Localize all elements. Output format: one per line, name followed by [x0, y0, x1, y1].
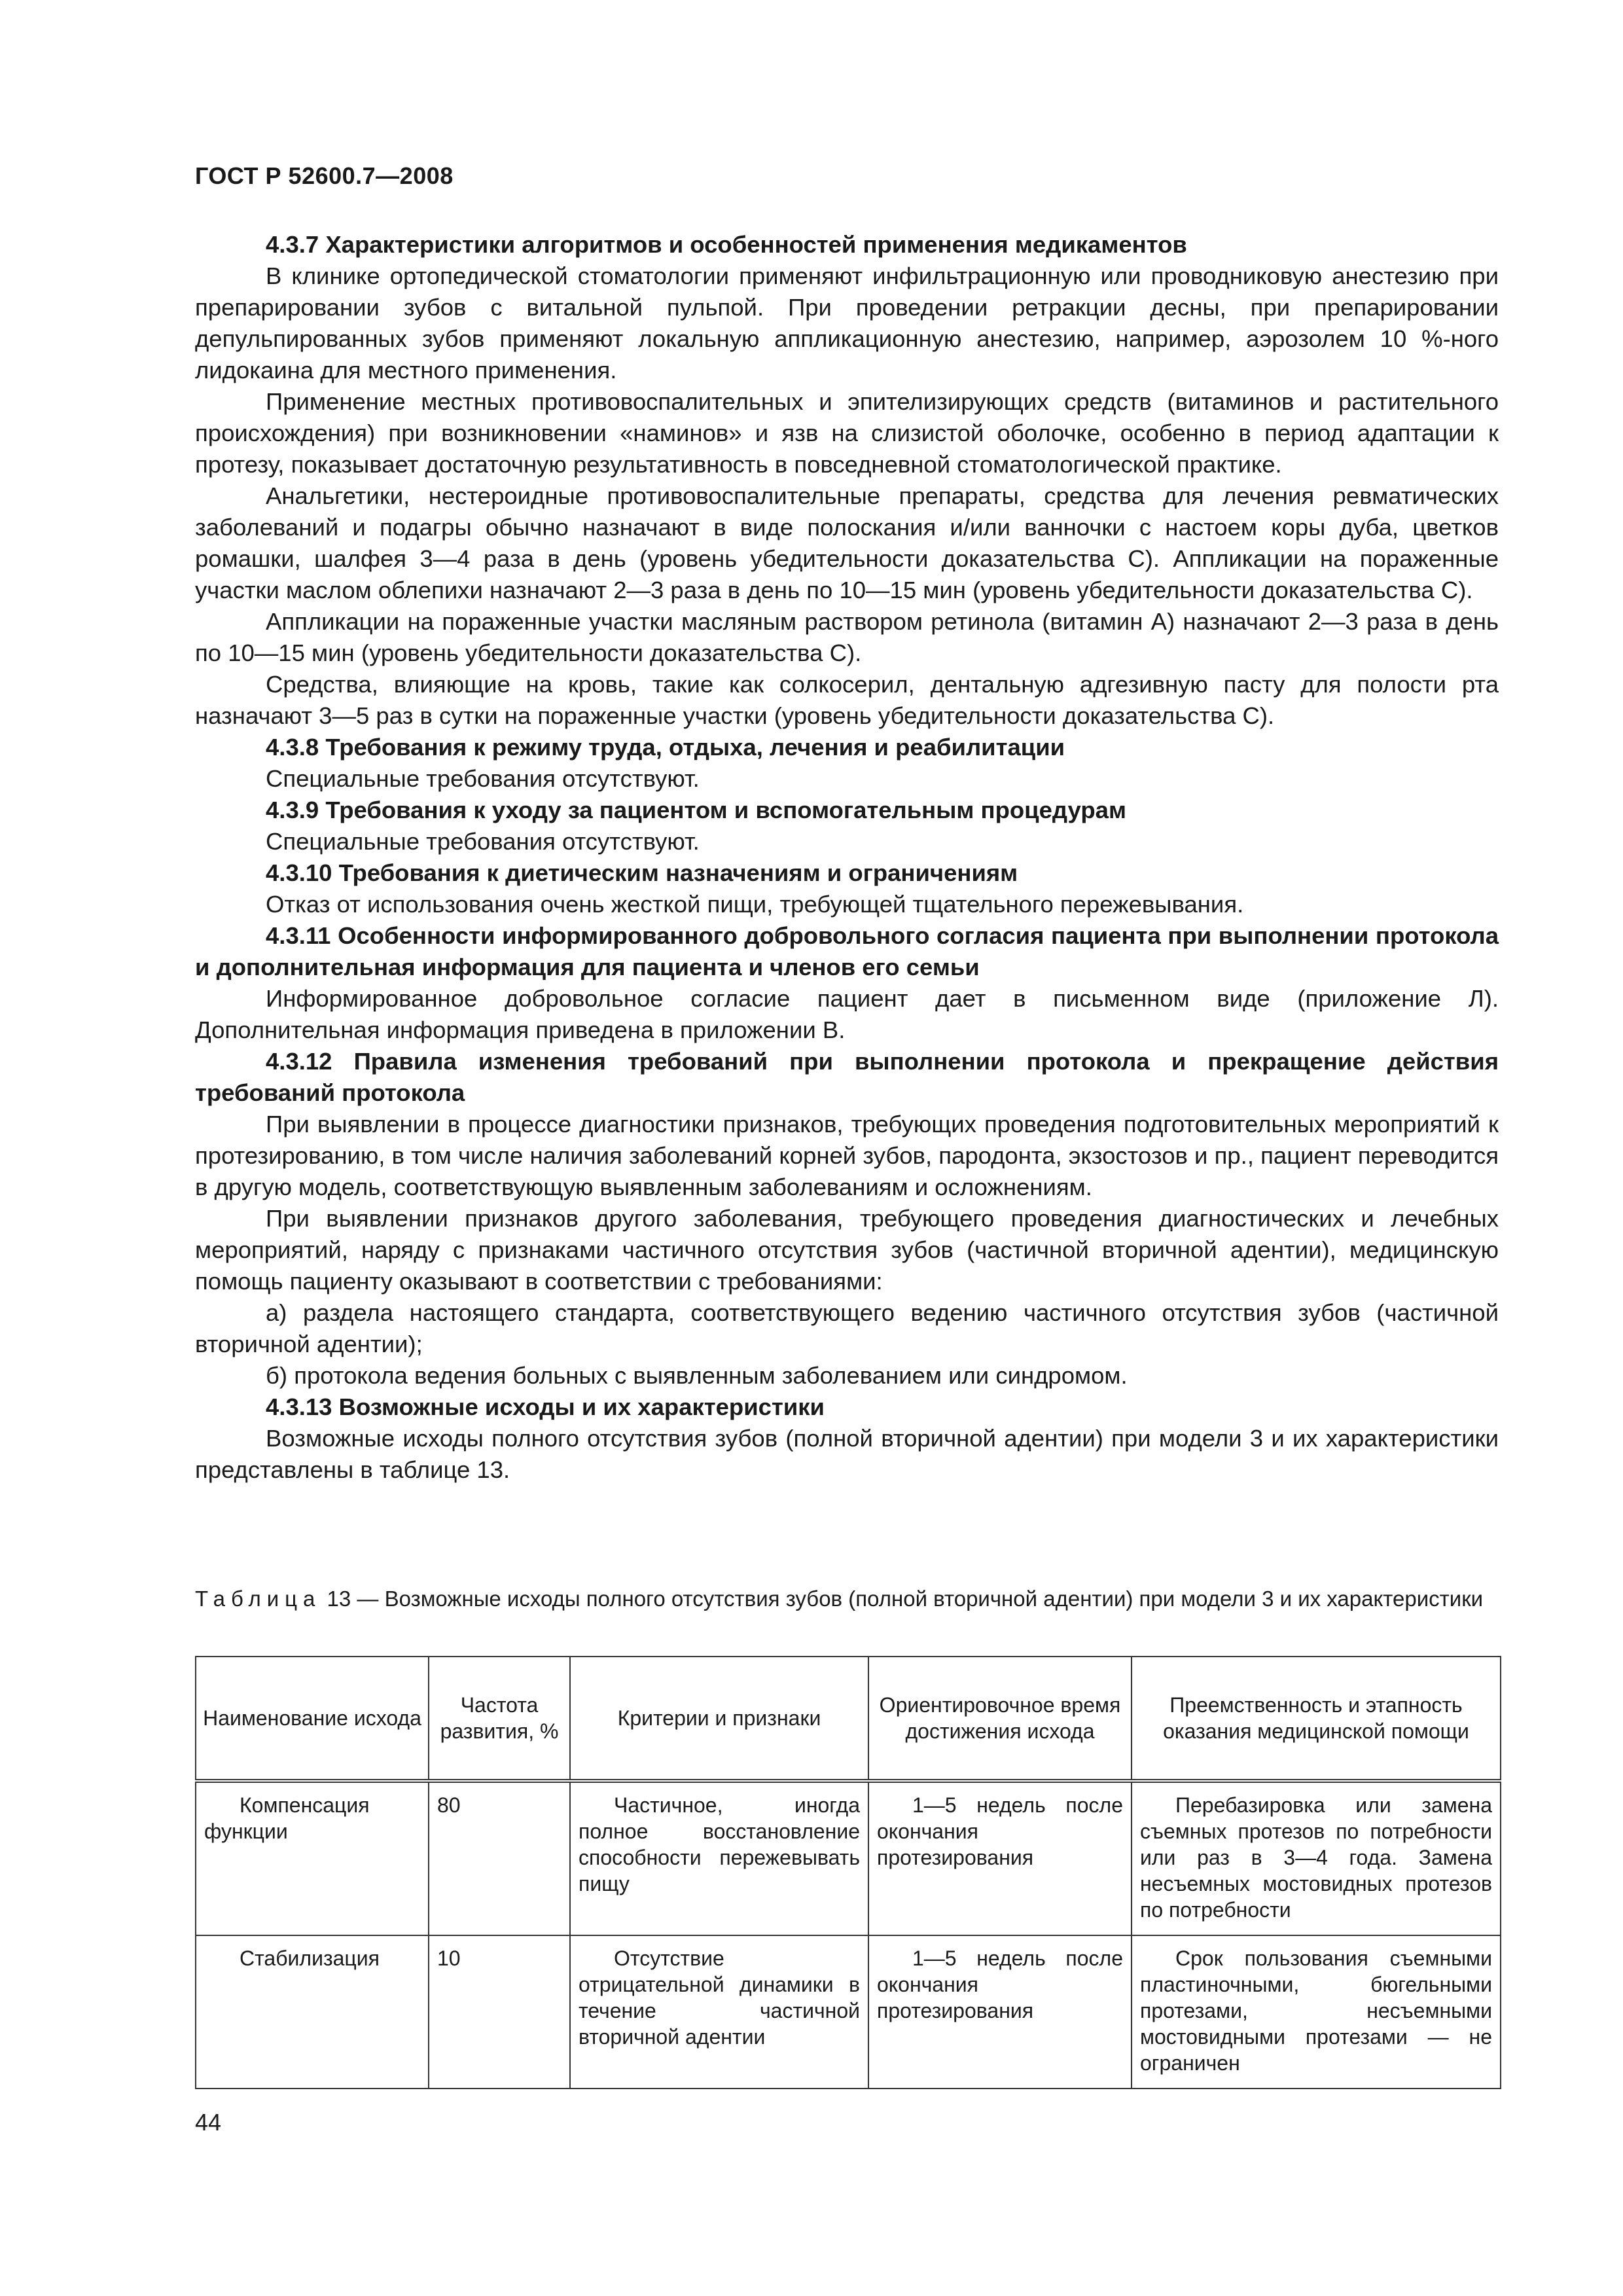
column-header: Преемственность и этапность оказания медицинской помощи: [1132, 1657, 1501, 1781]
paragraph: Анальгетики, нестероидные противовоспалительные препараты, средства для лечения ревматических заболеваний и подагры обычно назначают в виде полоскания и/или ванночки с настоем коры дуба, цветков ромашки, шалфея 3—4 раза в день (уровень убедительности доказательства С). Аппликации на пораженные участки маслом облепихи назначают 2—3 раза в день по 10—15 мин (уровень убедительности доказательства С).: [195, 482, 1499, 603]
outcomes-table: [195, 1656, 1501, 2089]
section-heading: 4.3.7 Характеристики алгоритмов и особенностей применения медикаментов: [266, 231, 1187, 258]
section-heading: 4.3.13 Возможные исходы и их характеристики: [266, 1393, 825, 1420]
section-heading: 4.3.8 Требования к режиму труда, отдыха, лечения и реабилитации: [266, 734, 1065, 761]
paragraph: При выявлении признаков другого заболевания, требующего проведения диагностических и лечебных мероприятий, наряду с признаками частичного отсутствия зубов (частичной вторичной адентии), медицинскую помощь пациенту оказывают в соответствии с требованиями:: [195, 1205, 1499, 1295]
table-row: [196, 1935, 1501, 2089]
table-cell: 10: [429, 1935, 570, 2089]
section-heading: 4.3.10 Требования к диетическим назначениям и ограничениям: [266, 859, 1018, 886]
paragraph: Специальные требования отсутствуют.: [266, 765, 700, 792]
table-cell: Стабилизация: [196, 1935, 429, 2089]
page-number: 44: [195, 2109, 222, 2136]
table-caption: [195, 1585, 1499, 1613]
list-item: а) раздела настоящего стандарта, соответствующего ведению частичного отсутствия зубов (частичной вторичной адентии);: [195, 1299, 1499, 1357]
column-header: Ориентировочное время достижения исхода: [868, 1657, 1132, 1781]
paragraph: Аппликации на пораженные участки масляным раствором ретинола (витамин А) назначают 2—3 раза в день по 10—15 мин (уровень убедительности доказательства С).: [195, 608, 1499, 666]
table-cell: 80: [429, 1781, 570, 1935]
table-row: [196, 1781, 1501, 1935]
table-cell: 1—5 недель после окончания протезирования: [868, 1935, 1132, 2089]
table-caption-label: Таблица: [195, 1587, 321, 1611]
paragraph: Информированное добровольное согласие пациент дает в письменном виде (приложение Л). Дополнительная информация приведена в приложении В.: [195, 985, 1499, 1043]
table-cell: 1—5 недель после окончания протезирования: [868, 1781, 1132, 1935]
paragraph: Специальные требования отсутствуют.: [266, 828, 700, 855]
column-header: Частота развития, %: [429, 1657, 570, 1781]
table-cell: Срок пользования съемными пластиночными, бюгельными протезами, несъемными мостовидными протезами — не ограничен: [1132, 1935, 1501, 2089]
section-heading: 4.3.9 Требования к уходу за пациентом и вспомогательным процедурам: [266, 797, 1126, 823]
paragraph: При выявлении в процессе диагностики признаков, требующих проведения подготовительных мероприятий к протезированию, в том числе наличия заболеваний корней зубов, пародонта, экзостозов и пр., пациент переводится в другую модель, соответствующую выявленным заболеваниям и осложнениям.: [195, 1111, 1499, 1200]
paragraph: Применение местных противовоспалительных и эпителизирующих средств (витаминов и растительного происхождения) при возникновении «наминов» и язв на слизистой оболочке, особенно в период адаптации к протезу, показывает достаточную результативность в повседневной стоматологической практике.: [195, 388, 1499, 478]
paragraph: Возможные исходы полного отсутствия зубов (полной вторичной адентии) при модели 3 и их характеристики представлены в таблице 13.: [195, 1425, 1499, 1483]
column-header: Наименование исхода: [196, 1657, 429, 1781]
section-heading: 4.3.11 Особенности информированного добровольного согласия пациента при выполнении протокола и дополнительная информация для пациента и членов его семьи: [195, 922, 1499, 980]
column-header: Критерии и признаки: [570, 1657, 868, 1781]
table-cell: Частичное, иногда полное восстановление способности пережевывать пищу: [570, 1781, 868, 1935]
table-caption-text: 13 — Возможные исходы полного отсутствия зубов (полной вторичной адентии) при модели 3 и их характеристики: [321, 1587, 1484, 1611]
paragraph: Средства, влияющие на кровь, такие как солкосерил, дентальную адгезивную пасту для полости рта назначают 3—5 раз в сутки на пораженные участки (уровень убедительности доказательства С).: [195, 671, 1499, 729]
table-cell: Компенсация функции: [196, 1781, 429, 1935]
table-cell: Перебазировка или замена съемных протезов по потребности или раз в 3—4 года. Замена несъемных мостовидных протезов по потребности: [1132, 1781, 1501, 1935]
section-heading: 4.3.12 Правила изменения требований при выполнении протокола и прекращение действия требований протокола: [195, 1048, 1499, 1106]
body-text: [195, 229, 1499, 1486]
table-cell: Отсутствие отрицательной динамики в течение частичной вторичной адентии: [570, 1935, 868, 2089]
paragraph: Отказ от использования очень жесткой пищи, требующей тщательного пережевывания.: [266, 891, 1244, 918]
list-item: б) протокола ведения больных с выявленным заболеванием или синдромом.: [266, 1362, 1128, 1389]
paragraph: В клинике ортопедической стоматологии применяют инфильтрационную или проводниковую анестезию при препарировании зубов с витальной пульпой. При проведении ретракции десны, при препарировании депульпированных зубов применяют локальную аппликационную анестезию, например, аэрозолем 10 %-ного лидокаина для местного применения.: [195, 262, 1499, 384]
table-header-row: [196, 1657, 1501, 1781]
document-code: ГОСТ Р 52600.7—2008: [195, 162, 454, 189]
